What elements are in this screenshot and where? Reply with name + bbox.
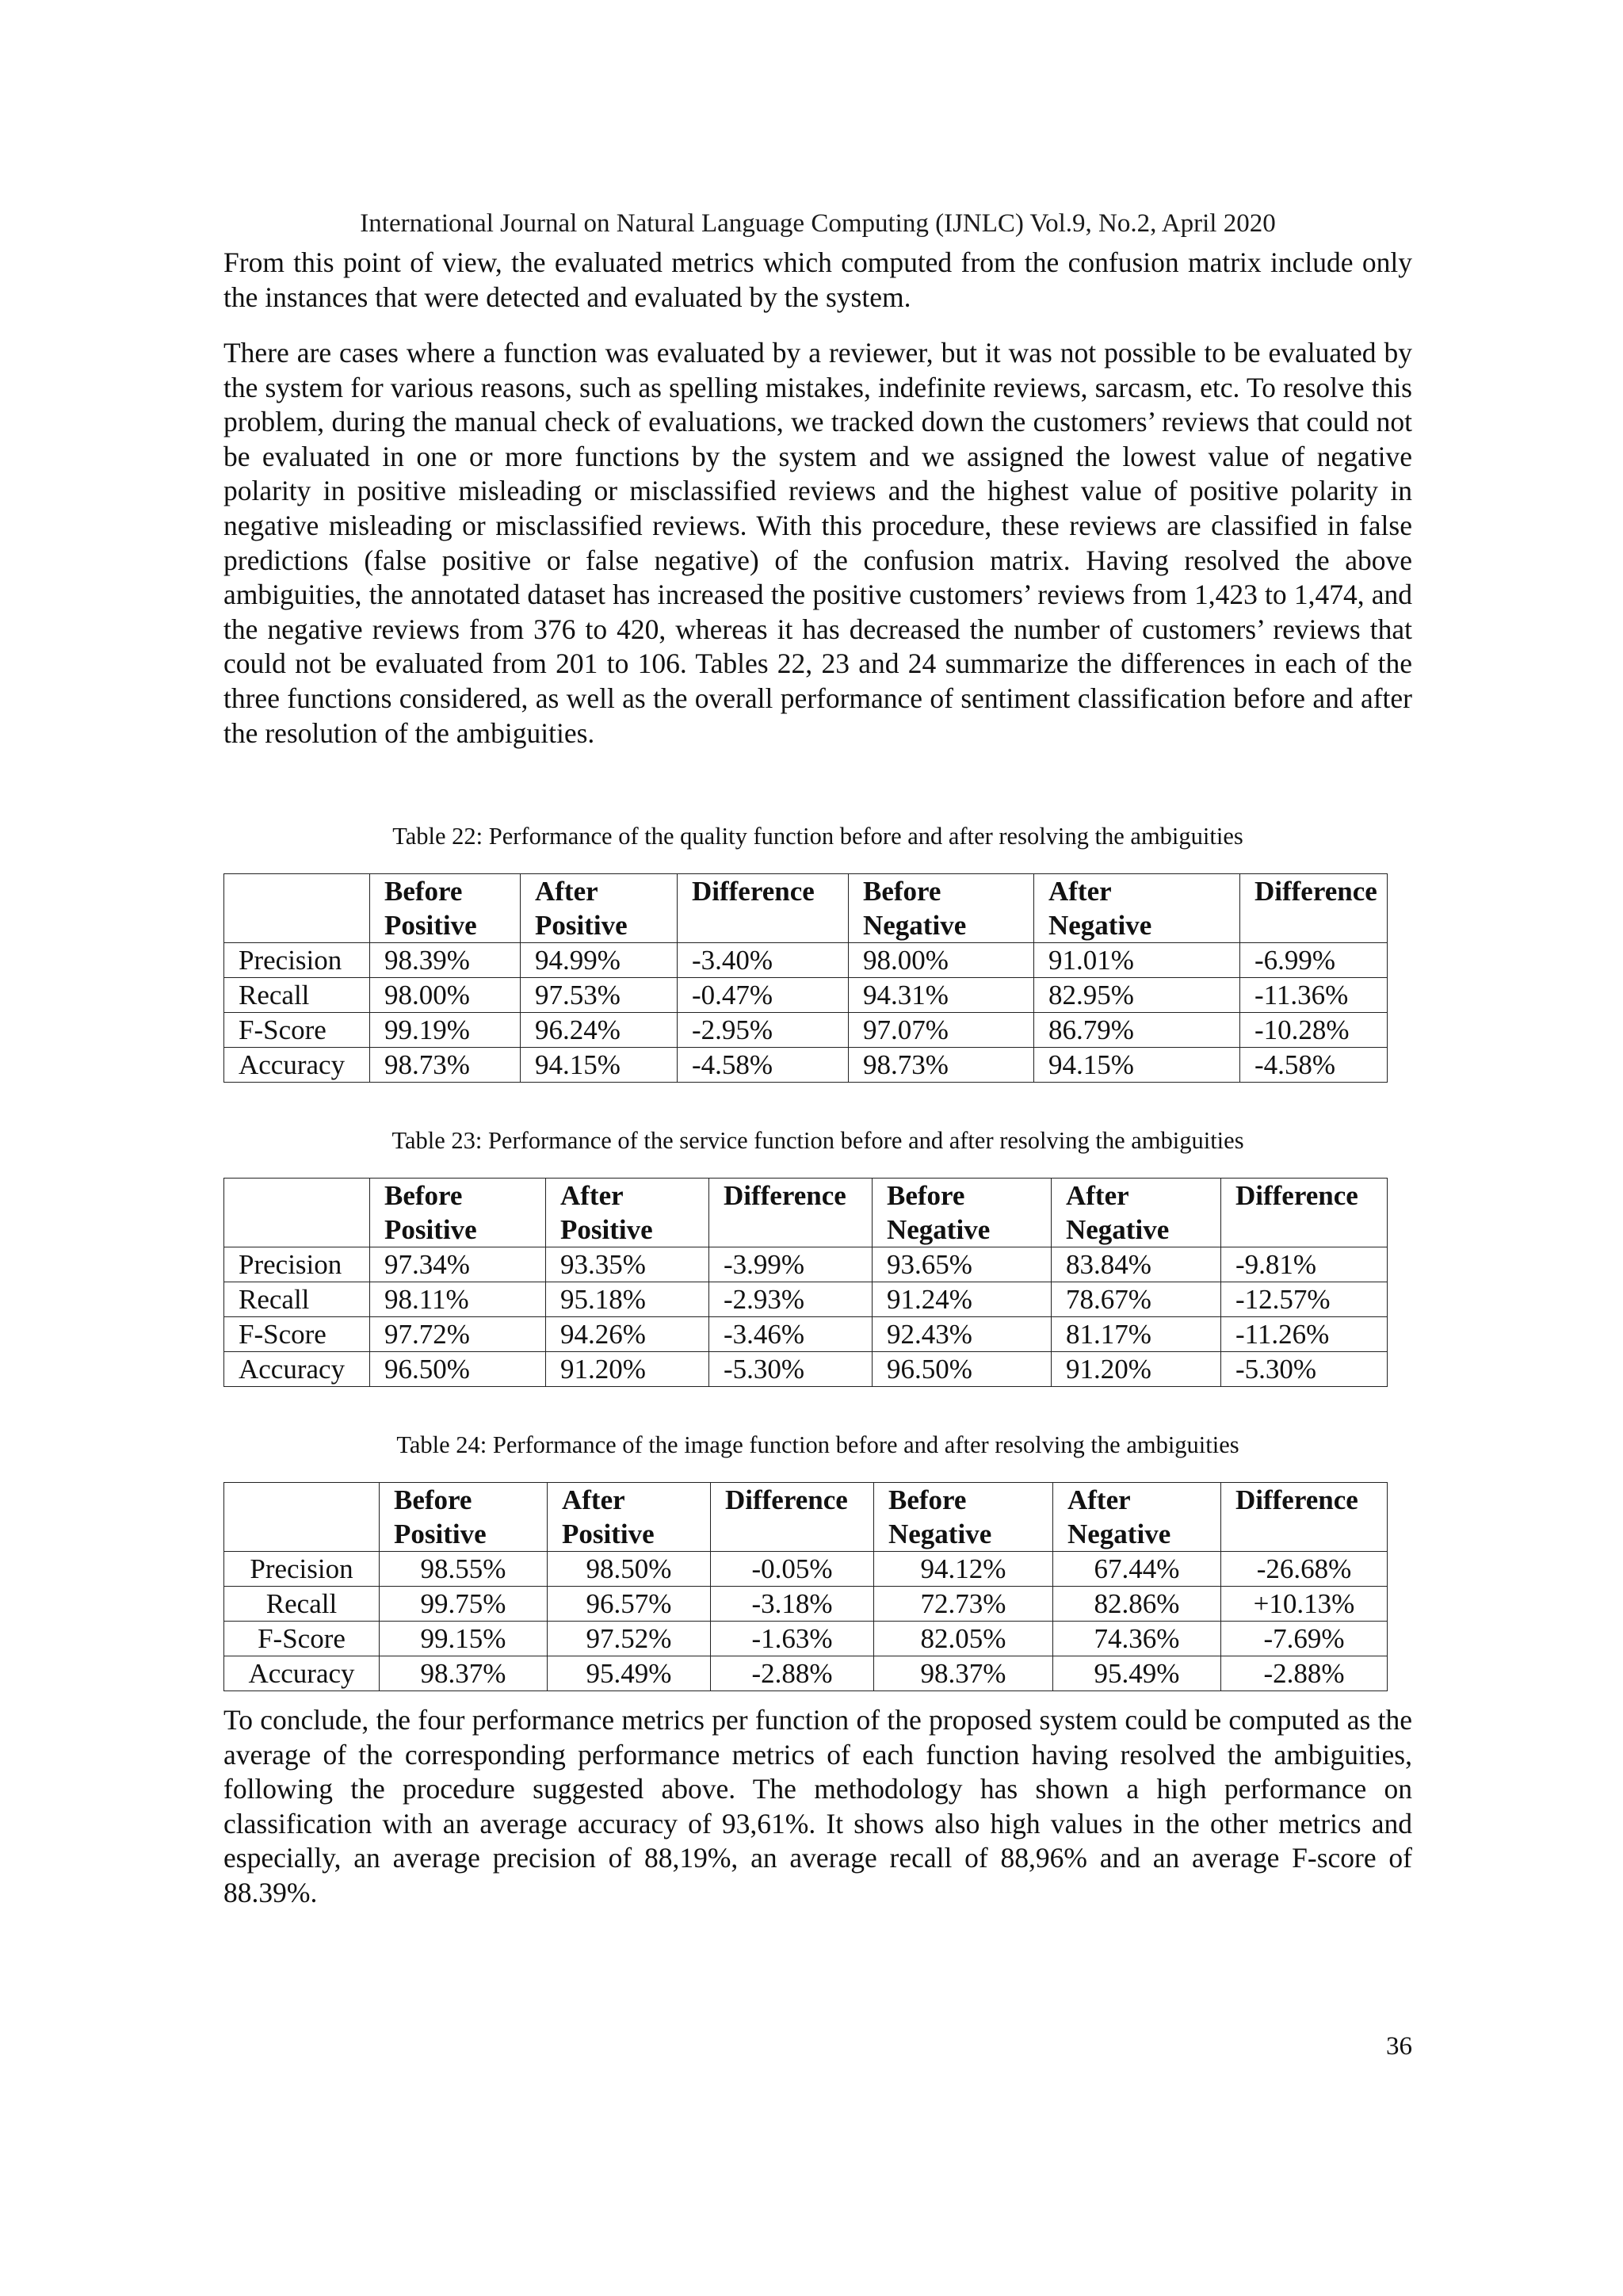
table-row [224,943,1388,978]
table-cell: 74.36% [1053,1622,1221,1656]
table-cell: 72.73% [874,1587,1053,1622]
table-row [224,1247,1388,1282]
table-cell: 91.01% [1034,943,1240,978]
header-text: Difference [692,876,815,907]
header-text: Difference [725,1484,848,1515]
table-cell: 98.50% [548,1552,711,1587]
header-cell [709,1179,873,1247]
table-caption: Table 23: Performance of the service function before and after resolving the ambiguities [391,1127,1244,1154]
table-cell: 98.37% [874,1656,1053,1691]
header-cell [874,1483,1053,1552]
table-cell: 97.34% [370,1247,546,1282]
header-cell [224,874,370,943]
table-cell: 82.95% [1034,978,1240,1013]
table-cell: 78.67% [1052,1282,1221,1317]
table-cell: -2.88% [711,1656,874,1691]
table-cell: 96.24% [521,1013,678,1048]
header-text: After [1066,1180,1129,1211]
table-cell: 98.39% [370,943,521,978]
header-text: Negative [887,1214,991,1245]
table-cell: -2.95% [678,1013,849,1048]
table-header-row [224,1179,1388,1247]
table-cell: 82.86% [1053,1587,1221,1622]
table-cell: 98.11% [370,1282,546,1317]
results-table [223,1482,1388,1691]
header-cell [873,1179,1052,1247]
table-cell: -11.36% [1240,978,1388,1013]
table-row [224,1622,1388,1656]
table-cell: 95.18% [546,1282,709,1317]
row-label: Accuracy [224,1352,370,1387]
table-cell: 91.20% [1052,1352,1221,1387]
row-label: Recall [224,978,370,1013]
table-cell: 95.49% [1053,1656,1221,1691]
table-cell: 96.50% [873,1352,1052,1387]
table-cell: 81.17% [1052,1317,1221,1352]
table-cell: 97.52% [548,1622,711,1656]
table-cell: 94.99% [521,943,678,978]
table-row [224,1352,1388,1387]
row-label: F-Score [224,1013,370,1048]
table-cell: -3.18% [711,1587,874,1622]
table-caption: Table 22: Performance of the quality function before and after resolving the ambiguities [392,823,1243,850]
table-cell: 98.55% [380,1552,548,1587]
header-cell [548,1483,711,1552]
table-cell: 96.50% [370,1352,546,1387]
header-text: Negative [1067,1519,1171,1549]
header-text: After [1048,876,1112,907]
header-cell [1240,874,1388,943]
row-label: Accuracy [224,1656,380,1691]
table-cell: -7.69% [1221,1622,1388,1656]
header-text: Positive [560,1214,653,1245]
header-cell [370,874,521,943]
header-cell [849,874,1034,943]
header-text: Negative [1066,1214,1170,1245]
table-cell: +10.13% [1221,1587,1388,1622]
table-cell: 94.31% [849,978,1034,1013]
header-text: Negative [863,910,967,941]
header-text: After [560,1180,624,1211]
header-text: Negative [1048,910,1152,941]
table-cell: -4.58% [678,1048,849,1083]
journal-header: International Journal on Natural Language Computing (IJNLC) Vol.9, No.2, April 2020 [360,209,1276,238]
table-cell: 95.49% [548,1656,711,1691]
header-cell [224,1179,370,1247]
table-row [224,1552,1388,1587]
table-cell: 98.37% [380,1656,548,1691]
table-cell: -3.40% [678,943,849,978]
table-cell: 67.44% [1053,1552,1221,1587]
row-label: Precision [224,1247,370,1282]
table-cell: 91.24% [873,1282,1052,1317]
table-cell: 97.07% [849,1013,1034,1048]
body-paragraph: To conclude, the four performance metrics per function of the proposed system could be computed as the average of the corresponding performance metrics of each function having resolved the ambiguities, following the procedure suggested above. The methodology has shown a high performance on classification with an average accuracy of 93,61%. It shows also high values in the other metrics and especially, an average precision of 88,19%, an average recall of 88,96% and an average F-score of 88.39%. [223,1704,1412,1908]
header-cell [370,1179,546,1247]
body-paragraph: There are cases where a function was evaluated by a reviewer, but it was not possible to be evaluated by the system for various reasons, such as spelling mistakes, indefinite reviews, sarcasm, etc. To resolve this problem, during the manual check of evaluations, we tracked down the customers’ reviews that could not be evaluated in one or more functions by the system and we assigned the lowest value of negative polarity in positive misleading or misclassified reviews and the highest value of positive polarity in negative misleading or misclassified reviews. With this procedure, these reviews are classified in false predictions (false positive or false negative) of the confusion matrix. Having resolved the above ambiguities, the annotated dataset has increased the positive customers’ reviews from 1,423 to 1,474, and the negative reviews from 376 to 420, whereas it has decreased the number of customers’ reviews that could not be evaluated from 201 to 106. Tables 22, 23 and 24 summarize the differences in each of the three functions considered, as well as the overall performance of sentiment classification before and after the resolution of the ambiguities. [223,337,1412,749]
table-cell: -5.30% [1221,1352,1388,1387]
table-cell: 96.57% [548,1587,711,1622]
table-cell: 93.35% [546,1247,709,1282]
page-number: 36 [1386,2032,1412,2061]
header-text: Positive [535,910,628,941]
results-table [223,1178,1388,1387]
header-cell [1221,1179,1388,1247]
table-row [224,978,1388,1013]
header-text: Difference [1235,1180,1358,1211]
table-cell: -26.68% [1221,1552,1388,1587]
table-cell: 99.15% [380,1622,548,1656]
table-cell: 94.15% [1034,1048,1240,1083]
table-cell: 86.79% [1034,1013,1240,1048]
table-cell: 97.72% [370,1317,546,1352]
header-text: Difference [1254,876,1377,907]
table-cell: 93.65% [873,1247,1052,1282]
header-cell [1053,1483,1221,1552]
table-cell: 98.73% [370,1048,521,1083]
header-text: After [562,1484,625,1515]
table-cell: -0.47% [678,978,849,1013]
table-cell: -6.99% [1240,943,1388,978]
table-cell: 91.20% [546,1352,709,1387]
table-cell: 94.26% [546,1317,709,1352]
table-header-row [224,1483,1388,1552]
table-cell: -3.46% [709,1317,873,1352]
table-cell: -3.99% [709,1247,873,1282]
row-label: Recall [224,1282,370,1317]
header-cell [678,874,849,943]
table-cell: 82.05% [874,1622,1053,1656]
table-cell: -0.05% [711,1552,874,1587]
table-cell: -9.81% [1221,1247,1388,1282]
header-cell [521,874,678,943]
header-cell [1221,1483,1388,1552]
table-cell: -1.63% [711,1622,874,1656]
table-cell: -11.26% [1221,1317,1388,1352]
header-text: Positive [384,910,477,941]
header-text: Before [887,1180,965,1211]
header-text: Positive [394,1519,487,1549]
header-cell [546,1179,709,1247]
table-row [224,1317,1388,1352]
header-text: Before [394,1484,472,1515]
header-text: Before [888,1484,967,1515]
row-label: Recall [224,1587,380,1622]
header-cell [1034,874,1240,943]
table-cell: 94.15% [521,1048,678,1083]
table-row [224,1013,1388,1048]
table-cell: 99.19% [370,1013,521,1048]
row-label: Precision [224,1552,380,1587]
header-text: Positive [562,1519,655,1549]
table-row [224,1048,1388,1083]
table-row [224,1587,1388,1622]
header-cell [224,1483,380,1552]
header-text: Before [384,1180,463,1211]
table-caption: Table 24: Performance of the image function before and after resolving the ambiguities [396,1431,1239,1458]
header-text: Difference [1235,1484,1358,1515]
table-cell: 94.12% [874,1552,1053,1587]
table-cell: -12.57% [1221,1282,1388,1317]
table-cell: -10.28% [1240,1013,1388,1048]
table-row [224,1656,1388,1691]
table-cell: 98.00% [370,978,521,1013]
table-cell: 98.73% [849,1048,1034,1083]
table-header-row [224,874,1388,943]
header-cell [380,1483,548,1552]
header-text: Positive [384,1214,477,1245]
table-cell: -4.58% [1240,1048,1388,1083]
header-text: Difference [724,1180,846,1211]
header-text: Before [863,876,941,907]
table-cell: 92.43% [873,1317,1052,1352]
row-label: Accuracy [224,1048,370,1083]
table-cell: 98.00% [849,943,1034,978]
header-cell [711,1483,874,1552]
header-cell [1052,1179,1221,1247]
table-row [224,1282,1388,1317]
row-label: F-Score [224,1317,370,1352]
results-table [223,873,1388,1083]
table-cell: 99.75% [380,1587,548,1622]
table-cell: 83.84% [1052,1247,1221,1282]
header-text: Negative [888,1519,992,1549]
row-label: Precision [224,943,370,978]
header-text: After [1067,1484,1131,1515]
table-cell: -2.88% [1221,1656,1388,1691]
header-text: After [535,876,598,907]
header-text: Before [384,876,463,907]
table-cell: -5.30% [709,1352,873,1387]
table-cell: 97.53% [521,978,678,1013]
body-paragraph: From this point of view, the evaluated metrics which computed from the confusion matrix include only the instances that were detected and evaluated by the system. [223,246,1412,313]
table-cell: -2.93% [709,1282,873,1317]
row-label: F-Score [224,1622,380,1656]
